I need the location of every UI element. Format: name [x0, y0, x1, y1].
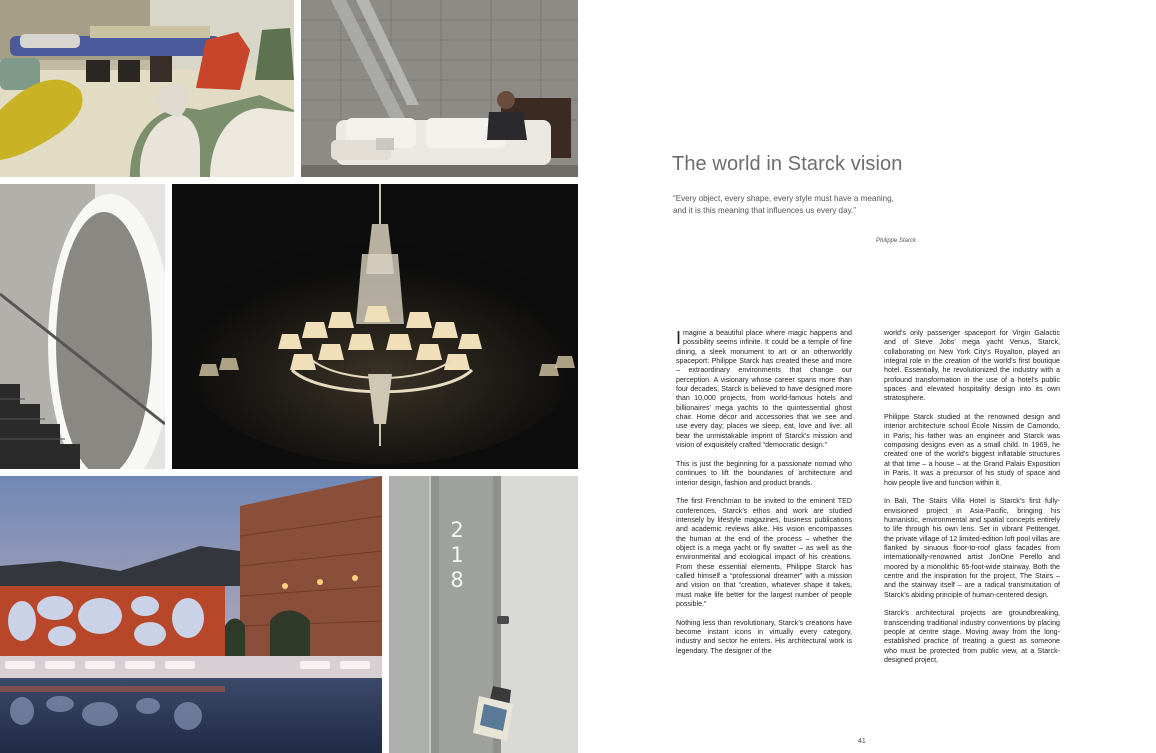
page-number: 41 [858, 738, 866, 745]
article-paragraph: This is just the beginning for a passionate nomad who continues to lift the boundaries of architecture and interior design, fashion and product brands. [676, 459, 852, 487]
photo-concrete-oval [0, 184, 165, 469]
article-paragraph: Starck’s architectural projects are groundbreaking, transcending traditional industry conventions by placing people at centre stage. Moving away from the long-established practice of treating a guest as someone who must be protected from public view, at a Starck-designed project, [884, 609, 1060, 665]
quote-line: “Every object, every shape, every style must have a meaning, [673, 194, 894, 203]
article-paragraph: world’s only passenger spaceport for Virgin Galactic and of Steve Jobs’ mega yacht Venus, Starck, collaborating on New York City’s Royalton, played an integral role in the creation of the world’s first boutique hotel. Essentially, he revolutionized the industry with a profound transformation in the use of a hotel’s public spaces and elevated hospitality design into its own stratosphere. [884, 329, 1060, 403]
article-paragraph: The first Frenchman to be invited to the eminent TED conferences, Starck’s ethos and work are studied intensely by lifestyle magazines, business publications and academic reviews alike. His vision encompasses the human at the end of the process – whether the object is a mega yacht or fly swatter – as well as the environmental and ecological impact of his creations. From these essential elements, Philippe Starck has called himself a “professional dreamer” with a mission and vision on that “creation, whatever shape it takes, must make life better for the largest number of people possible.” [676, 497, 852, 608]
pull-quote [673, 193, 973, 217]
photo-designer-sofa [301, 0, 578, 177]
door-digit: 8 [450, 568, 464, 592]
photo-lounge-interior [0, 0, 294, 177]
paragraph-text: magine a beautiful place where magic happens and possibility seems infinite. It could be a temple of fine dining, a sleek monument to art or an otherworldly spaceport: Philippe Starck has created these and more – extraordinary environments that change our perception. A visionary whose career spans more than four decades, Starck is believed to have designed more than 10,000 projects, from world-famous hotels and billionaires’ mega yachts to the quintessential ghost chair. Home décor and accessories that we see and use every day; places we sleep, eat, love and live: all bear the unmistakable imprint of Starck’s mission and vision of exquisitely crafted “democratic design.” [676, 329, 852, 450]
article-column-1 [676, 329, 852, 665]
article-column-2 [884, 329, 1060, 675]
article-title: The world in Starck vision [672, 153, 903, 175]
photo-rooftop-pool [0, 476, 382, 753]
article-paragraph: In Bali, The Stairs Villa Hotel is Starck’s first fully-envisioned project in Asia-Pacific, bringing his humanistic, environmental and spatial concepts entirely to life through his own lens. Set in vibrant Petitenget, the private village of 12 limited-edition loft pool villas are flanked by sinuous floor-to-roof glass facades from internationally-renowned artist JonOne Perello and moored by a monolithic 65-foot-wide stairway. Both the centre and the inspiration for the project, The Stairs – and the stairway itself – are a radical transmutation of Starck’s abiding principle of human-centered design. [884, 497, 1060, 599]
photo-chandelier [172, 184, 578, 469]
article-paragraph: Philippe Starck studied at the renowned design and interior architecture school École Nissim de Camondo, in Paris; his father was an engineer and Starck was composing designs even as a small child. In 1969, he created one of the world’s biggest inflatable structures at that time – a house – at the Grand Palais Exposition in Paris. It was a precursor of his study of space and how people live and function within it. [884, 413, 1060, 487]
door-digit: 2 [450, 518, 464, 542]
photo-door-number [389, 476, 578, 753]
article-paragraph: Nothing less than revolutionary, Starck’s creations have become instant icons in virtually every category, industry and sector he enters. His architectural work is legendary. The designer of the [676, 618, 852, 655]
door-digit: 1 [450, 543, 464, 567]
drop-cap: I [676, 328, 682, 348]
article-paragraph [676, 329, 852, 450]
quote-line: and it is this meaning that influences us every day.” [673, 206, 856, 215]
quote-author: Philippe Starck [876, 238, 917, 244]
door-number [447, 518, 467, 593]
